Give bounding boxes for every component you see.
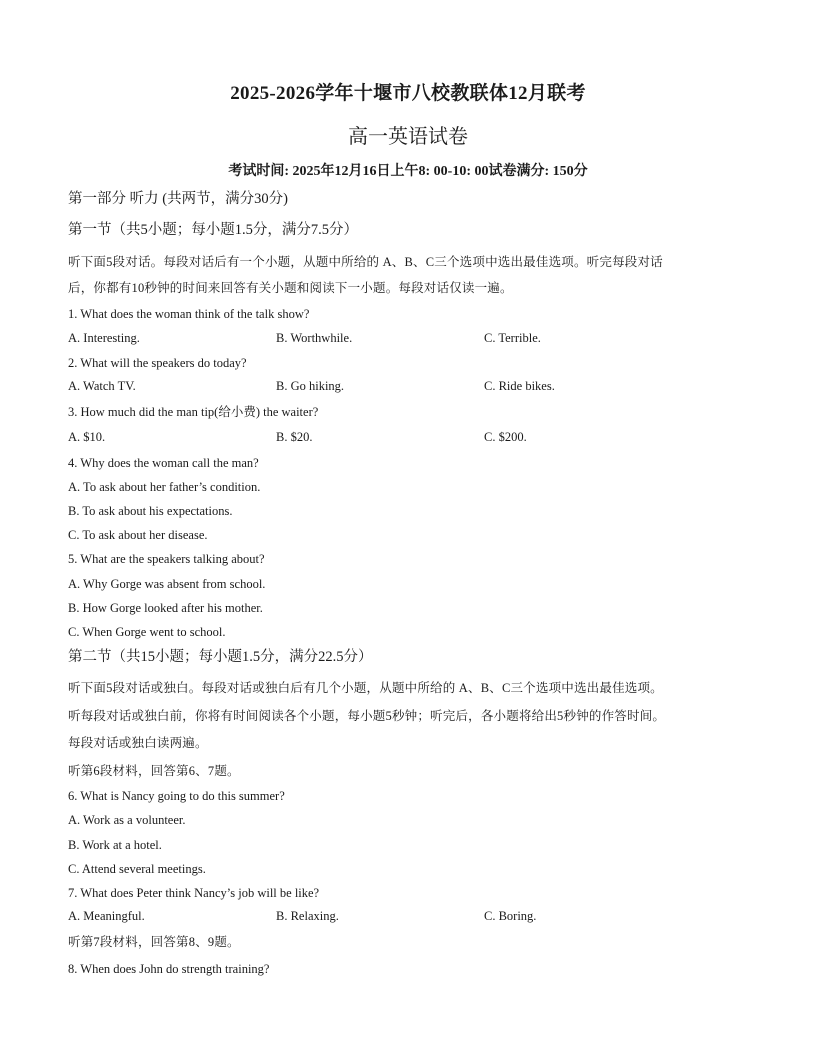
question-3-option-c[interactable]: C. $200. — [484, 430, 527, 444]
part1-heading: 第一部分 听力 (共两节，满分30分) — [68, 191, 288, 207]
question-5-stem: 5. What are the speakers talking about? — [68, 552, 265, 566]
section1-instruction-line1: 听下面5段对话。每段对话后有一个小题，从题中所给的 A、B、C三个选项中选出最佳选项。听完每段对话 — [68, 255, 663, 269]
question-2-option-b[interactable]: B. Go hiking. — [276, 379, 345, 393]
section1-instruction-line2: 后，你都有10秒钟的时间来回答有关小题和阅读下一小题。每段对话仅读一遍。 — [68, 281, 513, 295]
question-7-stem: 7. What does Peter think Nancy’s job will be like? — [68, 886, 320, 900]
question-2-option-a[interactable]: A. Watch TV. — [68, 379, 136, 393]
question-1-option-c[interactable]: C. Terrible. — [484, 331, 541, 345]
section2-instruction-line2: 听每段对话或独白前，你将有时间阅读各个小题，每小题5秒钟；听完后，各小题将给出5秒钟的作答时间。 — [68, 709, 666, 723]
exam-subtitle: 高一英语试卷 — [348, 126, 468, 148]
question-4-option-c[interactable]: C. To ask about her disease. — [68, 528, 208, 542]
question-4-option-b[interactable]: B. To ask about his expectations. — [68, 504, 233, 518]
question-6-stem: 6. What is Nancy going to do this summer? — [68, 789, 285, 803]
section2-heading: 第二节（共15小题；每小题1.5分，满分22.5分） — [68, 649, 373, 665]
question-3-option-a[interactable]: A. $10. — [68, 430, 106, 444]
question-1-option-a[interactable]: A. Interesting. — [68, 331, 140, 345]
section2-instruction-line1: 听下面5段对话或独白。每段对话或独白后有几个小题，从题中所给的 A、B、C三个选项中选出最佳选项。 — [68, 681, 663, 695]
question-4-stem: 4. Why does the woman call the man? — [68, 456, 259, 470]
question-1-stem: 1. What does the woman think of the talk show? — [68, 307, 310, 321]
question-2-stem: 2. What will the speakers do today? — [68, 356, 247, 370]
question-3-stem: 3. How much did the man tip(给小费) the waiter? — [68, 405, 319, 419]
question-3-option-b[interactable]: B. $20. — [276, 430, 313, 444]
question-4-option-a[interactable]: A. To ask about her father’s condition. — [68, 480, 261, 494]
question-6-option-b[interactable]: B. Work at a hotel. — [68, 838, 162, 852]
question-7-option-b[interactable]: B. Relaxing. — [276, 909, 339, 923]
question-5-option-b[interactable]: B. How Gorge looked after his mother. — [68, 601, 263, 615]
question-8-stem: 8. When does John do strength training? — [68, 962, 270, 976]
question-7-option-a[interactable]: A. Meaningful. — [68, 909, 145, 923]
question-6-option-a[interactable]: A. Work as a volunteer. — [68, 813, 186, 827]
question-6-option-c[interactable]: C. Attend several meetings. — [68, 862, 206, 876]
question-5-option-a[interactable]: A. Why Gorge was absent from school. — [68, 577, 266, 591]
section1-heading: 第一节（共5小题；每小题1.5分，满分7.5分） — [68, 222, 358, 238]
question-2-option-c[interactable]: C. Ride bikes. — [484, 379, 555, 393]
material-7-note: 听第7段材料，回答第8、9题。 — [68, 935, 240, 949]
question-5-option-c[interactable]: C. When Gorge went to school. — [68, 625, 226, 639]
question-7-option-c[interactable]: C. Boring. — [484, 909, 537, 923]
exam-info: 考试时间: 2025年12月16日上午8: 00-10: 00试卷满分: 150分 — [228, 164, 588, 179]
section2-instruction-line3: 每段对话或独白读两遍。 — [68, 736, 208, 750]
material-6-note: 听第6段材料，回答第6、7题。 — [68, 764, 240, 778]
exam-title: 2025-2026学年十堰市八校教联体12月联考 — [230, 83, 586, 104]
question-1-option-b[interactable]: B. Worthwhile. — [276, 331, 353, 345]
